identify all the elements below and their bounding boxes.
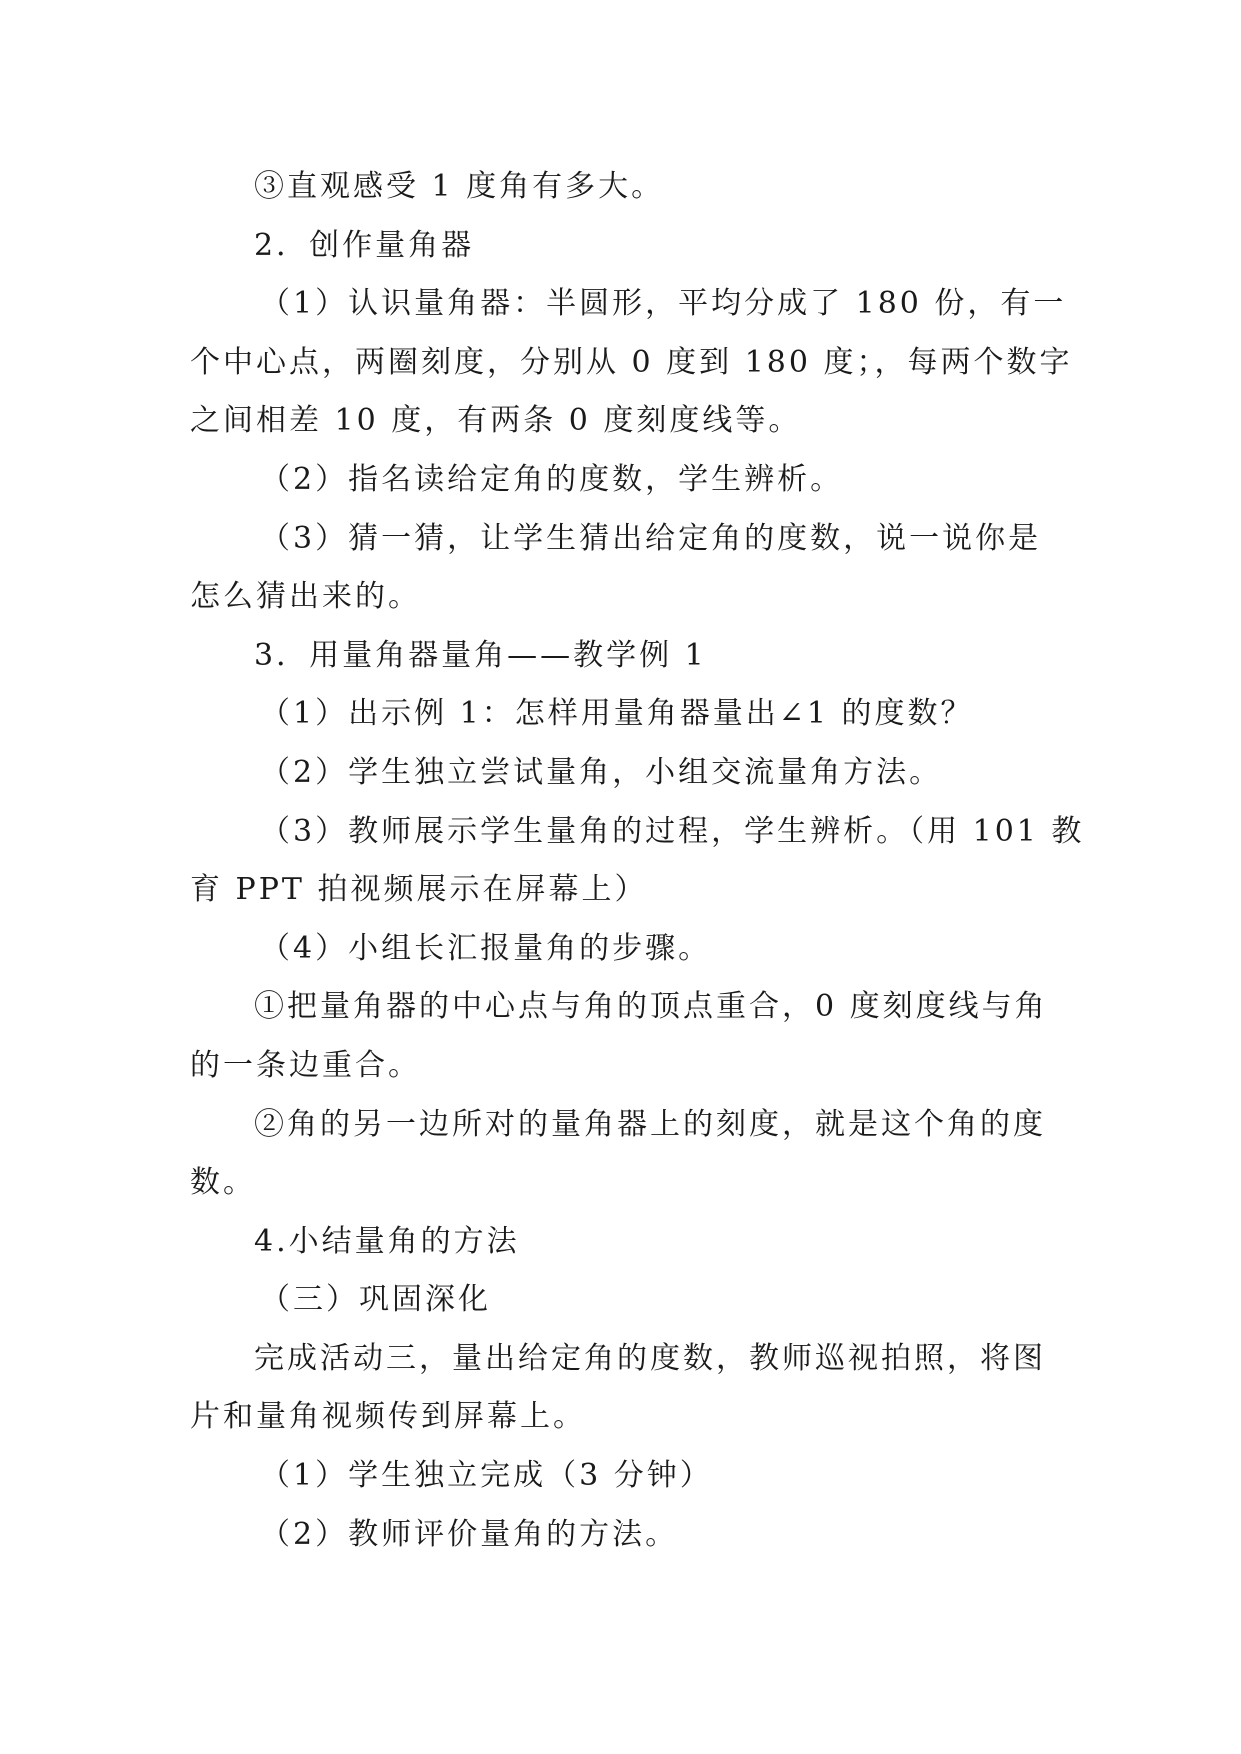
text-line: （1）出示例 1：怎样用量角器量出∠1 的度数？ [260, 696, 974, 732]
text-line: （3）猜一猜，让学生猜出给定角的度数，说一说你是 [260, 520, 1042, 556]
text-line: ①把量角器的中心点与角的顶点重合，0 度刻度线与角 [254, 989, 1048, 1025]
section-heading: 4.小结量角的方法 [254, 1223, 520, 1259]
text-line: ②角的另一边所对的量角器上的刻度，就是这个角的度 [254, 1106, 1046, 1142]
section-heading: 3．用量角器量角——教学例 1 [254, 637, 707, 673]
text-line: 数。 [190, 1165, 256, 1201]
text-line: 个中心点，两圈刻度，分别从 0 度到 180 度；，每两个数字 [190, 344, 1073, 380]
text-line: 怎么猜出来的。 [190, 579, 421, 615]
document-page [190, 158, 1085, 1564]
section-heading: （三）巩固深化 [260, 1282, 491, 1318]
text-line: （1）认识量角器：半圆形，平均分成了 180 份，有一 [260, 286, 1067, 322]
text-line: 育 PPT 拍视频展示在屏幕上） [190, 872, 648, 908]
text-line: （1）学生独立完成（3 分钟） [260, 1458, 713, 1494]
text-line: 完成活动三，量出给定角的度数，教师巡视拍照，将图 [254, 1340, 1046, 1376]
text-line: ③直观感受 1 度角有多大。 [254, 169, 665, 204]
text-line: （3）教师展示学生量角的过程，学生辨析。（用 101 教 [260, 813, 1085, 849]
text-line: （2）指名读给定角的度数，学生辨析。 [260, 461, 844, 497]
text-line: （4）小组长汇报量角的步骤。 [260, 930, 712, 966]
text-line: 之间相差 10 度，有两条 0 度刻度线等。 [190, 403, 802, 439]
text-line: 片和量角视频传到屏幕上。 [190, 1399, 586, 1435]
text-line: （2）教师评价量角的方法。 [260, 1516, 679, 1552]
text-line: 的一条边重合。 [190, 1047, 421, 1083]
text-line: （2）学生独立尝试量角，小组交流量角方法。 [260, 754, 943, 790]
section-heading: 2．创作量角器 [254, 227, 475, 263]
